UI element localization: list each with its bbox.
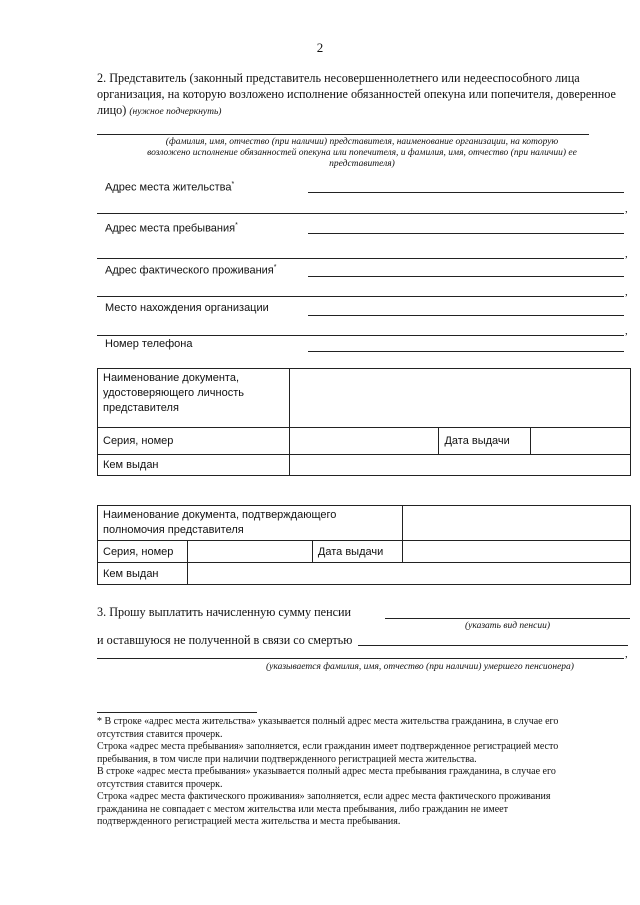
deceased-line-2[interactable] [97,658,624,659]
actual-label: Адрес фактического проживания* [105,264,277,277]
section2-line1: 2. Представитель (законный представитель несовершеннолетнего или недееспособного лица [97,71,580,85]
residence-label: Адрес места жительства* [105,181,235,194]
actual-comma: , [625,286,628,298]
deceased-line-1[interactable] [358,645,628,646]
identity-document-table [97,368,631,476]
footnotes [97,716,629,829]
identity-series-label: Серия, номер [98,428,290,455]
org-location-line-1[interactable] [308,315,624,316]
page-number: 2 [316,40,324,55]
footnote-2a: Строка «адрес места пребывания» заполняется, если гражданин имеет подтвержденное регистрацией место [97,741,559,752]
authority-doc-name-label: Наименование документа, подтверждающего полномочия представителя [98,506,403,541]
phone-label: Номер телефона [105,338,193,350]
representative-note-3: представителя) [329,159,395,169]
pension-type-note: (указать вид пенсии) [465,621,550,631]
section2-line3 [97,102,221,120]
footnote-1a: * В строке «адрес места жительства» указывается полный адрес места жительства гражданина, в случае его [97,716,559,727]
org-location-comma: , [625,325,628,337]
org-location-label: Место нахождения организации [105,302,269,314]
stay-label: Адрес места пребывания* [105,222,238,235]
section2-line3-text: лицо) [97,103,127,117]
authority-issue-date-label: Дата выдачи [312,541,402,563]
residence-comma: , [625,203,628,215]
org-location-line-2[interactable] [97,335,624,336]
authority-series-label: Серия, номер [98,541,188,563]
identity-doc-name-label: Наименование документа, удостоверяющего личность представителя [98,369,290,428]
authority-issued-by-label: Кем выдан [98,563,188,585]
footnote-2b: пребывания, в том числе при наличии подтвержденного регистрацией места жительства. [97,753,477,765]
actual-line-1[interactable] [308,276,624,277]
identity-issue-date-label: Дата выдачи [439,428,531,455]
representative-note-2: возложено исполнение обязанностей опекуна или попечителя, и фамилия, имя, отчество (при наличии) ее [147,148,577,158]
authority-series-field[interactable] [187,541,312,563]
authority-document-table [97,505,631,585]
identity-doc-name-field[interactable] [289,369,630,428]
actual-line-2[interactable] [97,296,624,297]
stay-comma: , [625,248,628,260]
footnote-4c: подтвержденного регистрацией места жительства и места пребывания. [97,816,401,827]
representative-note [97,137,627,170]
deceased-note: (указывается фамилия, имя, отчество (при наличии) умершего пенсионера) [266,662,574,672]
section3-line1: 3. Прошу выплатить начисленную сумму пенсии [97,605,352,619]
identity-issued-by-field[interactable] [289,455,630,476]
identity-issue-date-field[interactable] [531,428,631,455]
section3-line2: и оставшуюся не полученной в связи со смертью [97,633,353,647]
authority-issue-date-field[interactable] [402,541,630,563]
stay-line-2[interactable] [97,258,624,259]
representative-note-1: (фамилия, имя, отчество (при наличии) представителя, наименование организации, на которую [165,137,559,147]
authority-issued-by-field[interactable] [187,563,630,585]
footnote-4a: Строка «адрес места фактического проживания» заполняется, если адрес места фактического проживания [97,791,551,802]
identity-series-field[interactable] [289,428,439,455]
representative-name-line[interactable] [97,134,589,135]
identity-issued-by-label: Кем выдан [98,455,290,476]
footnote-separator [97,712,257,713]
residence-line-2[interactable] [97,213,624,214]
footnote-4b: гражданина не совпадает с местом жительства или места пребывания, либо гражданин не имеет [97,803,508,815]
deceased-comma: , [625,648,628,660]
section2-line3-note: (нужное подчеркнуть) [129,107,222,117]
footnote-3b: отсутствия ставится прочерк. [97,778,223,790]
pension-type-line[interactable] [385,618,630,619]
phone-line[interactable] [308,351,624,352]
residence-line-1[interactable] [308,192,624,193]
section2-line2: организация, на которую возложено исполнение обязанностей опекуна или попечителя, доверенное [97,87,616,101]
footnote-3a: В строке «адрес места пребывания» указывается полный адрес места пребывания гражданина, в случае его [97,766,556,777]
stay-line-1[interactable] [308,233,624,234]
authority-doc-name-field[interactable] [402,506,630,541]
footnote-1b: отсутствия ставится прочерк. [97,728,223,740]
